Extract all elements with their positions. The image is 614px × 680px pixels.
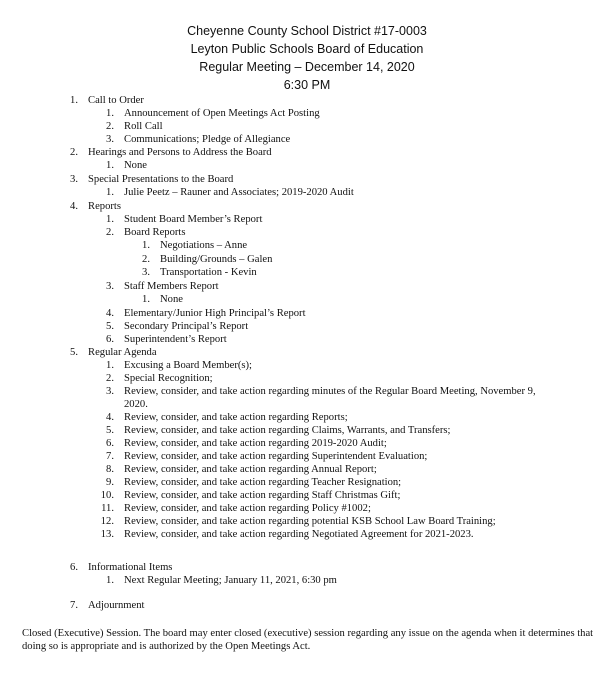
section-title-special-presentations: Special Presentations to the Board bbox=[88, 174, 234, 185]
item-number: 1. bbox=[106, 214, 114, 225]
section-number: 1. bbox=[70, 95, 78, 106]
section-title-regular-agenda: Regular Agenda bbox=[88, 347, 157, 358]
agenda-item: Secondary Principal’s Report bbox=[124, 321, 249, 332]
section-title-adjournment: Adjournment bbox=[88, 600, 145, 611]
subitem-number: 1. bbox=[142, 294, 150, 305]
agenda-item: Elementary/Junior High Principal’s Report bbox=[124, 308, 306, 319]
item-number: 3. bbox=[106, 386, 114, 397]
item-number: 6. bbox=[106, 438, 114, 449]
section-number: 3. bbox=[70, 174, 78, 185]
item-number: 9. bbox=[106, 477, 114, 488]
agenda-item: None bbox=[124, 160, 147, 171]
item-number: 2. bbox=[106, 373, 114, 384]
section-number: 4. bbox=[70, 201, 78, 212]
section-number: 7. bbox=[70, 600, 78, 611]
agenda-item: Student Board Member’s Report bbox=[124, 214, 263, 225]
item-number: 8. bbox=[106, 464, 114, 475]
district-name: Cheyenne County School District #17-0003 bbox=[187, 24, 427, 38]
item-number: 10. bbox=[100, 490, 114, 501]
agenda-item: Review, consider, and take action regarding Annual Report; bbox=[124, 464, 377, 475]
board-name: Leyton Public Schools Board of Education bbox=[190, 42, 424, 56]
agenda-item: Review, consider, and take action regarding Teacher Resignation; bbox=[124, 477, 402, 488]
agenda-item: Julie Peetz – Rauner and Associates; 2019-2020 Audit bbox=[124, 187, 354, 198]
item-number: 2. bbox=[106, 227, 114, 238]
agenda-item-continuation: 2020. bbox=[124, 399, 148, 410]
agenda-item: Roll Call bbox=[124, 121, 163, 132]
agenda-item: Review, consider, and take action regarding Negotiated Agreement for 2021-2023. bbox=[124, 529, 474, 540]
meeting-title: Regular Meeting – December 14, 2020 bbox=[199, 60, 415, 74]
item-number: 4. bbox=[106, 308, 114, 319]
agenda-item: Review, consider, and take action regarding minutes of the Regular Board Meeting, November 9, bbox=[124, 386, 536, 397]
meeting-time: 6:30 PM bbox=[283, 78, 331, 92]
agenda-item: Review, consider, and take action regarding Superintendent Evaluation; bbox=[124, 451, 428, 462]
section-title-call-to-order: Call to Order bbox=[88, 95, 144, 106]
item-number: 4. bbox=[106, 412, 114, 423]
item-number: 13. bbox=[100, 529, 114, 540]
item-number: 1. bbox=[106, 160, 114, 171]
item-number: 2. bbox=[106, 121, 114, 132]
agenda-item: Review, consider, and take action regarding Policy #1002; bbox=[124, 503, 371, 514]
agenda-subitem: None bbox=[160, 294, 183, 305]
item-number: 12. bbox=[100, 516, 114, 527]
section-number: 5. bbox=[70, 347, 78, 358]
agenda-item: Review, consider, and take action regarding 2019-2020 Audit; bbox=[124, 438, 387, 449]
subitem-number: 1. bbox=[142, 240, 150, 251]
section-title-reports: Reports bbox=[88, 201, 121, 212]
agenda-item: Announcement of Open Meetings Act Posting bbox=[124, 108, 320, 119]
agenda-item: Review, consider, and take action regarding Reports; bbox=[124, 412, 348, 423]
agenda-item: Board Reports bbox=[124, 227, 186, 238]
item-number: 11. bbox=[101, 503, 114, 514]
item-number: 7. bbox=[106, 451, 114, 462]
agenda-item: Review, consider, and take action regarding Claims, Warrants, and Transfers; bbox=[124, 425, 451, 436]
agenda-item: Review, consider, and take action regarding Staff Christmas Gift; bbox=[124, 490, 401, 501]
agenda-item: Next Regular Meeting; January 11, 2021, 6:30 pm bbox=[124, 575, 337, 586]
closed-session-note: Closed (Executive) Session. The board may enter closed (executive) session regarding any issue on the agenda when it determines that doing so is appropriate and is authorized by the Open Meetings Act. bbox=[22, 628, 594, 652]
section-title-informational-items: Informational Items bbox=[88, 562, 173, 573]
section-number: 2. bbox=[70, 147, 78, 158]
item-number: 1. bbox=[106, 575, 114, 586]
agenda-item: Staff Members Report bbox=[124, 281, 219, 292]
section-number: 6. bbox=[70, 562, 78, 573]
item-number: 3. bbox=[106, 281, 114, 292]
agenda-subitem: Building/Grounds – Galen bbox=[160, 254, 273, 265]
subitem-number: 2. bbox=[142, 254, 150, 265]
agenda-item: Special Recognition; bbox=[124, 373, 213, 384]
item-number: 1. bbox=[106, 187, 114, 198]
agenda-subitem: Negotiations – Anne bbox=[160, 240, 248, 251]
subitem-number: 3. bbox=[142, 267, 150, 278]
item-number: 5. bbox=[106, 425, 114, 436]
agenda-item: Communications; Pledge of Allegiance bbox=[124, 134, 291, 145]
item-number: 1. bbox=[106, 108, 114, 119]
agenda-item: Excusing a Board Member(s); bbox=[124, 360, 252, 371]
agenda-item: Superintendent’s Report bbox=[124, 334, 227, 345]
section-title-hearings: Hearings and Persons to Address the Board bbox=[88, 147, 272, 158]
item-number: 3. bbox=[106, 134, 114, 145]
item-number: 1. bbox=[106, 360, 114, 371]
agenda-item: Review, consider, and take action regarding potential KSB School Law Board Training; bbox=[124, 516, 496, 527]
agenda-subitem: Transportation - Kevin bbox=[160, 267, 257, 278]
item-number: 5. bbox=[106, 321, 114, 332]
item-number: 6. bbox=[106, 334, 114, 345]
